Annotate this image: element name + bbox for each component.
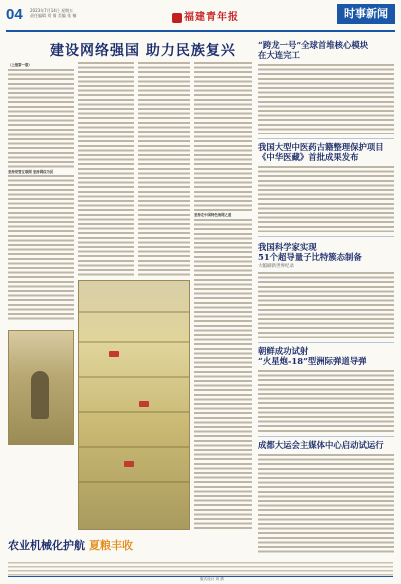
harvester [139,401,149,407]
story-body-2 [258,166,394,232]
story-title-line: 朝鲜成功试射 [258,346,309,356]
story-title-line: “跨龙一号”全球首堆核心模块 [258,40,369,50]
story-title-line: 《中华医藏》首批成果发布 [258,152,359,162]
farmer-photo [8,330,74,445]
story-title-3 [258,242,362,262]
page-header [6,4,395,32]
footer-info: 版式设计 刘 倩 [200,577,224,581]
lead-column-3 [138,62,190,276]
story-title-line: “火星炮-18”型洲际弹道导弹 [258,356,367,366]
harvester [109,351,119,357]
body-text-lines [8,69,74,169]
field-row [79,341,189,343]
story-title-line: 我国大型中医药古籍整理保护项目 [258,142,384,152]
story-divider [258,138,394,139]
field-row [79,411,189,413]
body-text-lines [8,175,74,320]
lead-column-1 [8,62,74,324]
field-row [79,481,189,483]
photo-headline-accent: 夏粮丰收 [89,539,133,552]
body-text-lines [138,62,190,276]
field-row [79,376,189,378]
issue-meta [30,8,110,18]
section-label: 时事新闻 [337,4,395,24]
logo-text: 福建青年报 [184,12,239,23]
story-body-3 [258,272,394,338]
farmer-figure [31,371,49,419]
harvester [124,461,134,467]
story-title-1 [258,40,368,60]
logo-mark-icon [172,13,182,23]
story-title-5 [258,440,384,450]
issue-editors: 责任编辑 刘 倩 美编 张 楠 [30,13,77,18]
story-title-2 [258,142,384,162]
story-title-line: 成都大运会主媒体中心启动试运行 [258,440,384,450]
body-text-lines [194,62,252,212]
photo-headline [8,537,133,553]
story-divider [258,236,394,237]
lead-byline: （上接第一版） [8,63,32,67]
field-row [79,311,189,313]
body-text-lines [194,219,252,529]
story-divider [258,342,394,343]
page-number: 04 [6,6,23,23]
story-body-4 [258,370,394,432]
story-title-line: 51个超导量子比特簇态制备 [258,252,362,262]
story-title-4 [258,346,367,366]
story-body-1 [258,64,394,134]
story-title-line: 我国科学家实现 [258,242,317,252]
newspaper-logo [172,8,239,23]
story-subtitle-3: 大幅刷新世界纪录 [258,264,294,269]
photo-credit-text [8,562,393,576]
lead-subhead-2: 坚持走中国特色治网之道 [194,213,232,217]
header-rule [6,30,395,32]
story-body-5 [258,454,394,554]
issue-date: 2023年7月14日 星期五 [30,8,74,13]
field-row [79,446,189,448]
lead-column-4 [194,62,252,532]
lead-column-2 [78,62,134,276]
lead-subhead-1: 坚持党管互联网 坚持网信为民 [8,169,54,174]
story-divider [258,436,394,437]
photo-headline-main: 农业机械化护航 [8,539,85,552]
harvest-aerial-photo [78,280,190,530]
body-text-lines [78,62,134,276]
story-title-line: 在大连完工 [258,50,300,60]
lead-headline: 建设网络强国 助力民族复兴 [50,43,236,59]
